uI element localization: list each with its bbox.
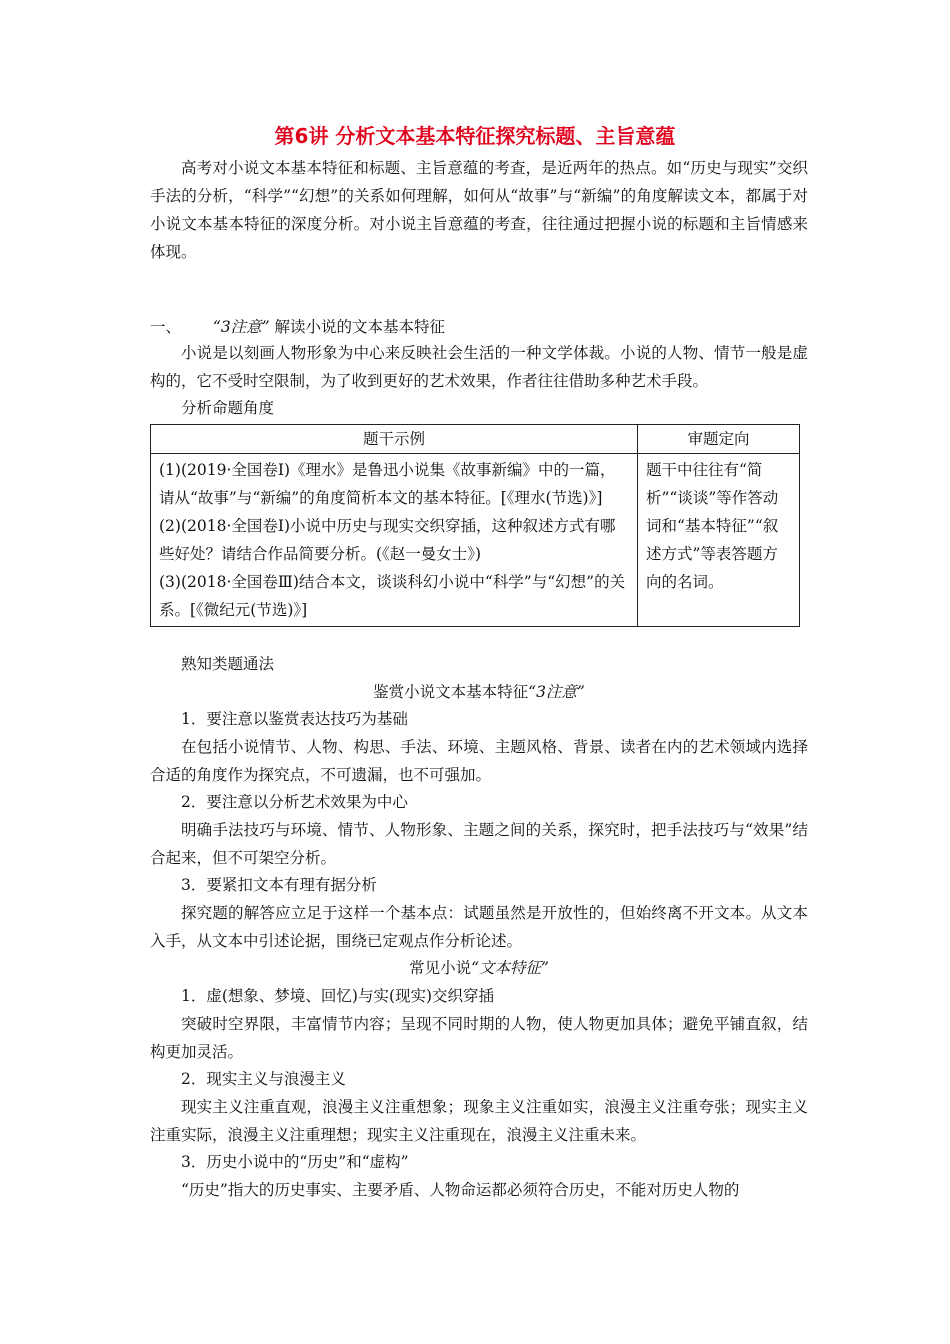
note-body: 在包括小说情节、人物、构思、手法、环境、主题风格、背景、读者在内的艺术领域内选择合适的角度作为探究点，不可遗漏，也不可强加。 bbox=[150, 738, 808, 784]
feature-body: 现实主义注重直观，浪漫主义注重想象；现象主义注重如实，浪漫主义注重夸张；现实主义注重实际，浪漫主义注重理想；现实主义注重现在，浪漫主义注重未来。 bbox=[150, 1098, 808, 1144]
note-body: 探究题的解答应立足于这样一个基本点：试题虽然是开放性的，但始终离不开文本。从文本入手，从文本中引述论据，围绕已定观点作分析论述。 bbox=[150, 904, 808, 950]
familiar-label: 熟知类题通法 bbox=[181, 655, 275, 673]
intro-paragraph: 高考对小说文本基本特征和标题、主旨意蕴的考查，是近两年的热点。如“历史与现实”交织手法的分析，“科学”“幻想”的关系如何理解，如何从“故事”与“新编”的角度解读文本，都属于对小说文本基本特征的深度分析。对小说主旨意蕴的考查，往往通过把握小说的标题和主旨情感来体现。 bbox=[150, 159, 808, 261]
feature-title: 1．虚(想象、梦境、回忆)与实(现实)交织穿插 bbox=[181, 987, 495, 1005]
subheading-features bbox=[150, 955, 808, 981]
section-heading bbox=[150, 314, 445, 340]
subheading-features-text: 常见小说 bbox=[409, 959, 472, 977]
page-title: 第6讲 分析文本基本特征探究标题、主旨意蕴 bbox=[274, 124, 676, 148]
table-header-examples: 题干示例 bbox=[151, 425, 638, 454]
section-heading-quote: “3注意” bbox=[212, 318, 270, 336]
subheading-notes-quote: “3注意” bbox=[528, 683, 585, 701]
subheading-notes-text: 鉴赏小说文本基本特征 bbox=[373, 683, 529, 701]
subheading-notes bbox=[150, 679, 808, 705]
table-header-direction: 审题定向 bbox=[638, 425, 800, 454]
question-table bbox=[150, 424, 800, 627]
example-item: (3)(2018·全国卷Ⅲ)结合本文，谈谈科幻小说中“科学”与“幻想”的关系。[《微纪元(节选)》] bbox=[159, 573, 626, 619]
example-item: (1)(2019·全国卷Ⅰ)《理水》是鲁迅小说集《故事新编》中的一篇，请从“故事”与“新编”的角度简析本文的基本特征。[《理水(节选)》] bbox=[159, 461, 616, 507]
note-body: 明确手法技巧与环境、情节、人物形象、主题之间的关系，探究时，把手法技巧与“效果”结合起来，但不可架空分析。 bbox=[150, 821, 808, 867]
feature-body: “历史”指大的历史事实、主要矛盾、人物命运都必须符合历史，不能对历史人物的 bbox=[181, 1181, 740, 1199]
feature-title: 2．现实主义与浪漫主义 bbox=[181, 1070, 346, 1088]
example-item: (2)(2018·全国卷Ⅰ)小说中历史与现实交织穿插，这种叙述方式有哪些好处？请结合作品简要分析。(《赵一曼女士》) bbox=[159, 517, 616, 563]
note-title: 3．要紧扣文本有理有据分析 bbox=[181, 876, 377, 894]
feature-body: 突破时空界限，丰富情节内容；呈现不同时期的人物，使人物更加具体；避免平铺直叙，结构更加灵活。 bbox=[150, 1015, 808, 1061]
table-direction-cell: 题干中往往有“简析”“谈谈”等作答动词和“基本特征”“叙述方式”等表答题方向的名词。 bbox=[638, 454, 800, 627]
subheading-features-quote: “文本特征” bbox=[471, 959, 549, 977]
note-title: 1．要注意以鉴赏表达技巧为基础 bbox=[181, 710, 408, 728]
section-heading-text: 解读小说的文本基本特征 bbox=[274, 318, 446, 336]
angle-label: 分析命题角度 bbox=[181, 399, 275, 417]
note-title: 2．要注意以分析艺术效果为中心 bbox=[181, 793, 408, 811]
section-number: 一、 bbox=[150, 318, 182, 336]
section-paragraph: 小说是以刻画人物形象为中心来反映社会生活的一种文学体裁。小说的人物、情节一般是虚构的，它不受时空限制，为了收到更好的艺术效果，作者往往借助多种艺术手段。 bbox=[150, 344, 808, 390]
feature-title: 3．历史小说中的“历史”和“虚构” bbox=[181, 1153, 409, 1171]
table-examples-cell bbox=[151, 454, 638, 627]
